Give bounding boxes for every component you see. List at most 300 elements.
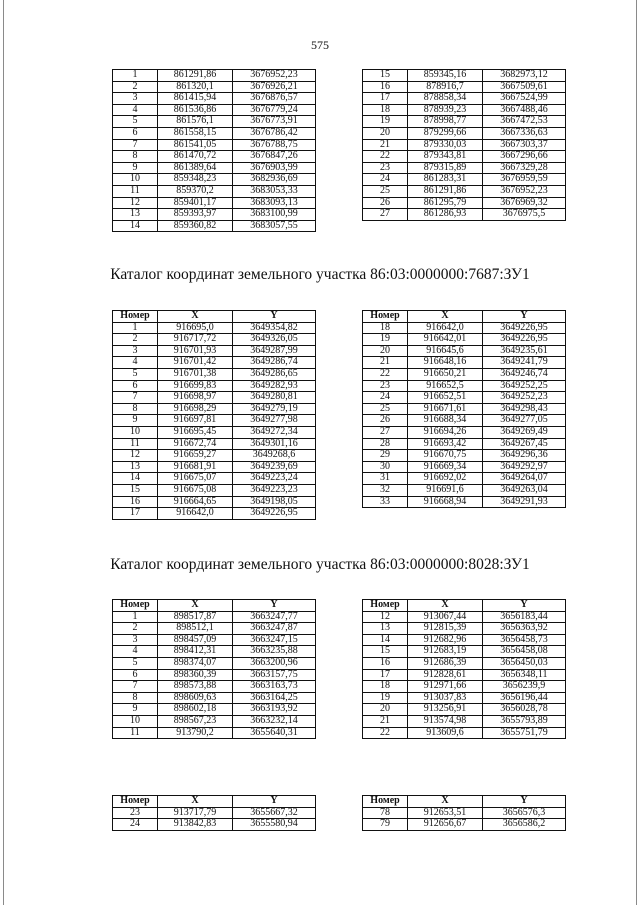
y-coordinate: 3683093,13 <box>233 197 316 209</box>
point-number: 22 <box>363 727 408 739</box>
table-row <box>363 461 566 473</box>
x-coordinate: 916645,6 <box>408 345 483 357</box>
y-coordinate: 3683100,99 <box>233 209 316 221</box>
point-number: 2 <box>113 334 158 346</box>
y-coordinate: 3656363,92 <box>483 623 566 635</box>
x-coordinate: 916659,27 <box>158 450 233 462</box>
point-number: 22 <box>363 368 408 380</box>
table-row <box>113 438 316 450</box>
point-number: 15 <box>113 484 158 496</box>
y-coordinate: 3649235,61 <box>483 345 566 357</box>
table-row <box>113 646 316 658</box>
y-coordinate: 3663247,77 <box>233 611 316 623</box>
point-number: 10 <box>113 715 158 727</box>
y-coordinate: 3656458,73 <box>483 634 566 646</box>
table-row <box>363 357 566 369</box>
point-number: 28 <box>363 438 408 450</box>
point-number: 14 <box>363 634 408 646</box>
table-row <box>363 669 566 681</box>
y-coordinate: 3649241,79 <box>483 357 566 369</box>
x-coordinate: 916642,01 <box>408 334 483 346</box>
x-coordinate: 878939,23 <box>408 104 483 116</box>
x-coordinate: 916642,0 <box>158 508 233 520</box>
x-coordinate: 916642,0 <box>408 322 483 334</box>
y-coordinate: 3682936,69 <box>233 174 316 186</box>
y-coordinate: 3676959,59 <box>483 174 566 186</box>
point-number: 15 <box>363 646 408 658</box>
table-row <box>113 162 316 174</box>
y-coordinate: 3649268,6 <box>233 450 316 462</box>
y-coordinate: 3649287,99 <box>233 345 316 357</box>
point-number: 22 <box>363 151 408 163</box>
table-row <box>113 426 316 438</box>
y-coordinate: 3676788,75 <box>233 139 316 151</box>
column-header-y: Y <box>483 600 566 612</box>
point-number: 18 <box>363 322 408 334</box>
y-coordinate: 3649226,95 <box>233 508 316 520</box>
y-coordinate: 3676952,23 <box>233 70 316 82</box>
table-row <box>113 807 316 819</box>
x-coordinate: 861536,86 <box>158 104 233 116</box>
scan-edge-left <box>3 0 4 905</box>
point-number: 79 <box>363 819 408 831</box>
x-coordinate: 916692,02 <box>408 473 483 485</box>
y-coordinate: 3649198,05 <box>233 496 316 508</box>
table-row <box>363 438 566 450</box>
x-coordinate: 878998,77 <box>408 116 483 128</box>
y-coordinate: 3663247,15 <box>233 634 316 646</box>
column-header-y: Y <box>233 600 316 612</box>
x-coordinate: 859348,23 <box>158 174 233 186</box>
point-number: 14 <box>113 220 158 232</box>
y-coordinate: 3656239,9 <box>483 681 566 693</box>
point-number: 33 <box>363 496 408 508</box>
x-coordinate: 912653,51 <box>408 807 483 819</box>
point-number: 23 <box>113 807 158 819</box>
point-number: 27 <box>363 209 408 221</box>
x-coordinate: 916691,6 <box>408 484 483 496</box>
x-coordinate: 879299,66 <box>408 127 483 139</box>
table-row <box>363 819 566 831</box>
point-number: 9 <box>113 162 158 174</box>
column-header-y: Y <box>233 311 316 323</box>
table-row <box>363 484 566 496</box>
y-coordinate: 3649286,65 <box>233 368 316 380</box>
table-row <box>113 692 316 704</box>
point-number: 3 <box>113 634 158 646</box>
y-coordinate: 3656028,78 <box>483 704 566 716</box>
catalog-8028-table-bottom-right <box>362 795 566 831</box>
table-row <box>113 185 316 197</box>
x-coordinate: 898517,87 <box>158 611 233 623</box>
point-number: 24 <box>363 174 408 186</box>
y-coordinate: 3649282,93 <box>233 380 316 392</box>
point-number: 31 <box>363 473 408 485</box>
point-number: 5 <box>113 116 158 128</box>
point-number: 8 <box>113 692 158 704</box>
point-number: 1 <box>113 322 158 334</box>
table-row <box>363 116 566 128</box>
point-number: 29 <box>363 450 408 462</box>
x-coordinate: 898412,31 <box>158 646 233 658</box>
point-number: 25 <box>363 185 408 197</box>
table-row <box>113 197 316 209</box>
x-coordinate: 898602,18 <box>158 704 233 716</box>
y-coordinate: 3649226,95 <box>483 322 566 334</box>
column-header-number: Номер <box>363 311 408 323</box>
x-coordinate: 916650,21 <box>408 368 483 380</box>
table-row <box>113 70 316 82</box>
column-header-x: X <box>408 600 483 612</box>
table-row <box>363 623 566 635</box>
table-row <box>363 657 566 669</box>
y-coordinate: 3656586,2 <box>483 819 566 831</box>
x-coordinate: 916671,61 <box>408 403 483 415</box>
point-number: 1 <box>113 611 158 623</box>
point-number: 20 <box>363 704 408 716</box>
x-coordinate: 916675,07 <box>158 473 233 485</box>
y-coordinate: 3649223,23 <box>233 484 316 496</box>
y-coordinate: 3655580,94 <box>233 819 316 831</box>
x-coordinate: 912971,66 <box>408 681 483 693</box>
point-number: 12 <box>113 450 158 462</box>
y-coordinate: 3663163,73 <box>233 681 316 693</box>
x-coordinate: 916695,0 <box>158 322 233 334</box>
table-row <box>363 151 566 163</box>
point-number: 26 <box>363 415 408 427</box>
y-coordinate: 3649252,25 <box>483 380 566 392</box>
x-coordinate: 916698,97 <box>158 392 233 404</box>
point-number: 3 <box>113 93 158 105</box>
y-coordinate: 3649269,49 <box>483 426 566 438</box>
table-row <box>363 681 566 693</box>
column-header-number: Номер <box>113 311 158 323</box>
table-row <box>113 715 316 727</box>
x-coordinate: 859401,17 <box>158 197 233 209</box>
table-row <box>363 93 566 105</box>
table-row <box>113 220 316 232</box>
point-number: 13 <box>113 461 158 473</box>
y-coordinate: 3649223,24 <box>233 473 316 485</box>
y-coordinate: 3667509,61 <box>483 81 566 93</box>
y-coordinate: 3656450,03 <box>483 657 566 669</box>
y-coordinate: 3676952,23 <box>483 185 566 197</box>
x-coordinate: 916668,94 <box>408 496 483 508</box>
x-coordinate: 916697,81 <box>158 415 233 427</box>
point-number: 5 <box>113 368 158 380</box>
table-row <box>113 484 316 496</box>
point-number: 6 <box>113 127 158 139</box>
table-row <box>113 681 316 693</box>
y-coordinate: 3663200,96 <box>233 657 316 669</box>
point-number: 13 <box>113 209 158 221</box>
point-number: 10 <box>113 174 158 186</box>
y-coordinate: 3663164,25 <box>233 692 316 704</box>
table-row <box>363 81 566 93</box>
table-row <box>363 322 566 334</box>
point-number: 5 <box>113 657 158 669</box>
point-number: 11 <box>113 438 158 450</box>
x-coordinate: 916717,72 <box>158 334 233 346</box>
scan-edge-right <box>636 0 637 905</box>
point-number: 24 <box>113 819 158 831</box>
y-coordinate: 3683057,55 <box>233 220 316 232</box>
table-row <box>363 646 566 658</box>
x-coordinate: 916701,38 <box>158 368 233 380</box>
point-number: 19 <box>363 334 408 346</box>
column-header-x: X <box>158 311 233 323</box>
y-coordinate: 3656183,44 <box>483 611 566 623</box>
y-coordinate: 3649246,74 <box>483 368 566 380</box>
point-number: 4 <box>113 104 158 116</box>
y-coordinate: 3649292,97 <box>483 461 566 473</box>
table-row <box>113 380 316 392</box>
x-coordinate: 861541,05 <box>158 139 233 151</box>
point-number: 6 <box>113 380 158 392</box>
x-coordinate: 898457,09 <box>158 634 233 646</box>
point-number: 2 <box>113 623 158 635</box>
x-coordinate: 912815,39 <box>408 623 483 635</box>
header-row <box>363 600 566 612</box>
x-coordinate: 878916,7 <box>408 81 483 93</box>
table-row <box>363 611 566 623</box>
table-row <box>363 692 566 704</box>
table-row <box>363 139 566 151</box>
x-coordinate: 898609,63 <box>158 692 233 704</box>
x-coordinate: 859360,82 <box>158 220 233 232</box>
table-row <box>363 704 566 716</box>
point-number: 11 <box>113 727 158 739</box>
x-coordinate: 859345,16 <box>408 70 483 82</box>
y-coordinate: 3676779,24 <box>233 104 316 116</box>
y-coordinate: 3649252,23 <box>483 392 566 404</box>
point-number: 7 <box>113 139 158 151</box>
point-number: 16 <box>113 496 158 508</box>
point-number: 20 <box>363 127 408 139</box>
table-row <box>363 415 566 427</box>
column-header-number: Номер <box>113 600 158 612</box>
x-coordinate: 913717,79 <box>158 807 233 819</box>
y-coordinate: 3649267,45 <box>483 438 566 450</box>
point-number: 19 <box>363 692 408 704</box>
x-coordinate: 912686,39 <box>408 657 483 669</box>
y-coordinate: 3649298,43 <box>483 403 566 415</box>
table-row <box>113 345 316 357</box>
y-coordinate: 3667329,28 <box>483 162 566 174</box>
y-coordinate: 3649296,36 <box>483 450 566 462</box>
x-coordinate: 913609,6 <box>408 727 483 739</box>
y-coordinate: 3649226,95 <box>483 334 566 346</box>
table-row <box>113 368 316 380</box>
table-row <box>363 426 566 438</box>
x-coordinate: 916648,16 <box>408 357 483 369</box>
column-header-x: X <box>408 311 483 323</box>
x-coordinate: 916675,08 <box>158 484 233 496</box>
y-coordinate: 3667296,66 <box>483 151 566 163</box>
x-coordinate: 861470,72 <box>158 151 233 163</box>
point-number: 3 <box>113 345 158 357</box>
y-coordinate: 3676903,99 <box>233 162 316 174</box>
x-coordinate: 916693,42 <box>408 438 483 450</box>
table-row <box>363 185 566 197</box>
table-row <box>363 334 566 346</box>
x-coordinate: 861286,93 <box>408 209 483 221</box>
y-coordinate: 3649326,05 <box>233 334 316 346</box>
y-coordinate: 3649263,04 <box>483 484 566 496</box>
point-number: 17 <box>363 93 408 105</box>
y-coordinate: 3682973,12 <box>483 70 566 82</box>
table-row <box>113 151 316 163</box>
y-coordinate: 3663157,75 <box>233 669 316 681</box>
y-coordinate: 3649277,05 <box>483 415 566 427</box>
point-number: 23 <box>363 162 408 174</box>
point-number: 6 <box>113 669 158 681</box>
catalog-7687-table-left <box>112 310 316 520</box>
table-row <box>113 415 316 427</box>
y-coordinate: 3649280,81 <box>233 392 316 404</box>
table-row <box>113 496 316 508</box>
point-number: 9 <box>113 415 158 427</box>
x-coordinate: 916695,45 <box>158 426 233 438</box>
column-header-x: X <box>408 796 483 808</box>
top-table-left <box>112 69 316 232</box>
y-coordinate: 3649279,19 <box>233 403 316 415</box>
y-coordinate: 3649264,07 <box>483 473 566 485</box>
table-row <box>363 209 566 221</box>
table-row <box>113 334 316 346</box>
x-coordinate: 878858,34 <box>408 93 483 105</box>
x-coordinate: 861283,31 <box>408 174 483 186</box>
x-coordinate: 861320,1 <box>158 81 233 93</box>
y-coordinate: 3656196,44 <box>483 692 566 704</box>
header-row <box>363 311 566 323</box>
y-coordinate: 3667336,63 <box>483 127 566 139</box>
table-row <box>363 368 566 380</box>
table-row <box>113 81 316 93</box>
y-coordinate: 3676876,57 <box>233 93 316 105</box>
y-coordinate: 3656458,08 <box>483 646 566 658</box>
table-row <box>113 403 316 415</box>
y-coordinate: 3676773,91 <box>233 116 316 128</box>
point-number: 7 <box>113 681 158 693</box>
catalog-8028-table-bottom-left <box>112 795 316 831</box>
y-coordinate: 3649286,74 <box>233 357 316 369</box>
column-header-number: Номер <box>363 796 408 808</box>
table-row <box>363 104 566 116</box>
x-coordinate: 912683,19 <box>408 646 483 658</box>
y-coordinate: 3667303,37 <box>483 139 566 151</box>
x-coordinate: 861291,86 <box>408 185 483 197</box>
y-coordinate: 3676926,21 <box>233 81 316 93</box>
table-row <box>113 634 316 646</box>
x-coordinate: 912682,96 <box>408 634 483 646</box>
x-coordinate: 913256,91 <box>408 704 483 716</box>
x-coordinate: 879343,81 <box>408 151 483 163</box>
point-number: 16 <box>363 81 408 93</box>
table-row <box>113 392 316 404</box>
table-row <box>113 657 316 669</box>
point-number: 18 <box>363 104 408 116</box>
column-header-number: Номер <box>113 796 158 808</box>
x-coordinate: 861291,86 <box>158 70 233 82</box>
table-row <box>363 715 566 727</box>
x-coordinate: 859393,97 <box>158 209 233 221</box>
table-row <box>363 727 566 739</box>
point-number: 78 <box>363 807 408 819</box>
x-coordinate: 916652,5 <box>408 380 483 392</box>
section-title-7687: Каталог координат земельного участка 86:03:0000000:7687:ЗУ1 <box>110 266 530 283</box>
y-coordinate: 3655751,79 <box>483 727 566 739</box>
table-row <box>113 174 316 186</box>
catalog-7687-table-right <box>362 310 566 508</box>
header-row <box>363 796 566 808</box>
table-row <box>113 450 316 462</box>
x-coordinate: 879330,03 <box>408 139 483 151</box>
y-coordinate: 3676786,42 <box>233 127 316 139</box>
x-coordinate: 861576,1 <box>158 116 233 128</box>
y-coordinate: 3663235,88 <box>233 646 316 658</box>
catalog-8028-table-right <box>362 599 566 739</box>
point-number: 8 <box>113 151 158 163</box>
x-coordinate: 916669,34 <box>408 461 483 473</box>
x-coordinate: 916694,26 <box>408 426 483 438</box>
point-number: 20 <box>363 345 408 357</box>
y-coordinate: 3655640,31 <box>233 727 316 739</box>
x-coordinate: 861415,94 <box>158 93 233 105</box>
table-row <box>363 634 566 646</box>
x-coordinate: 913037,83 <box>408 692 483 704</box>
point-number: 21 <box>363 715 408 727</box>
y-coordinate: 3649239,69 <box>233 461 316 473</box>
point-number: 7 <box>113 392 158 404</box>
table-row <box>363 70 566 82</box>
catalog-8028-table-left <box>112 599 316 739</box>
y-coordinate: 3667488,46 <box>483 104 566 116</box>
x-coordinate: 916672,74 <box>158 438 233 450</box>
x-coordinate: 861295,79 <box>408 197 483 209</box>
section-title-8028: Каталог координат земельного участка 86:03:0000000:8028:ЗУ1 <box>110 556 530 573</box>
y-coordinate: 3663247,87 <box>233 623 316 635</box>
table-row <box>363 496 566 508</box>
column-header-y: Y <box>233 796 316 808</box>
table-row <box>363 473 566 485</box>
table-row <box>363 162 566 174</box>
page-number: 575 <box>311 38 329 52</box>
table-row <box>363 345 566 357</box>
point-number: 13 <box>363 623 408 635</box>
point-number: 17 <box>363 669 408 681</box>
x-coordinate: 913790,2 <box>158 727 233 739</box>
table-row <box>363 380 566 392</box>
point-number: 25 <box>363 403 408 415</box>
table-row <box>363 197 566 209</box>
y-coordinate: 3676969,32 <box>483 197 566 209</box>
point-number: 30 <box>363 461 408 473</box>
point-number: 19 <box>363 116 408 128</box>
table-row <box>113 357 316 369</box>
y-coordinate: 3667524,99 <box>483 93 566 105</box>
point-number: 12 <box>113 197 158 209</box>
table-row <box>113 461 316 473</box>
table-row <box>113 819 316 831</box>
point-number: 27 <box>363 426 408 438</box>
table-row <box>113 104 316 116</box>
x-coordinate: 859370,2 <box>158 185 233 197</box>
table-row <box>363 392 566 404</box>
table-row <box>113 623 316 635</box>
x-coordinate: 898360,39 <box>158 669 233 681</box>
y-coordinate: 3656348,11 <box>483 669 566 681</box>
